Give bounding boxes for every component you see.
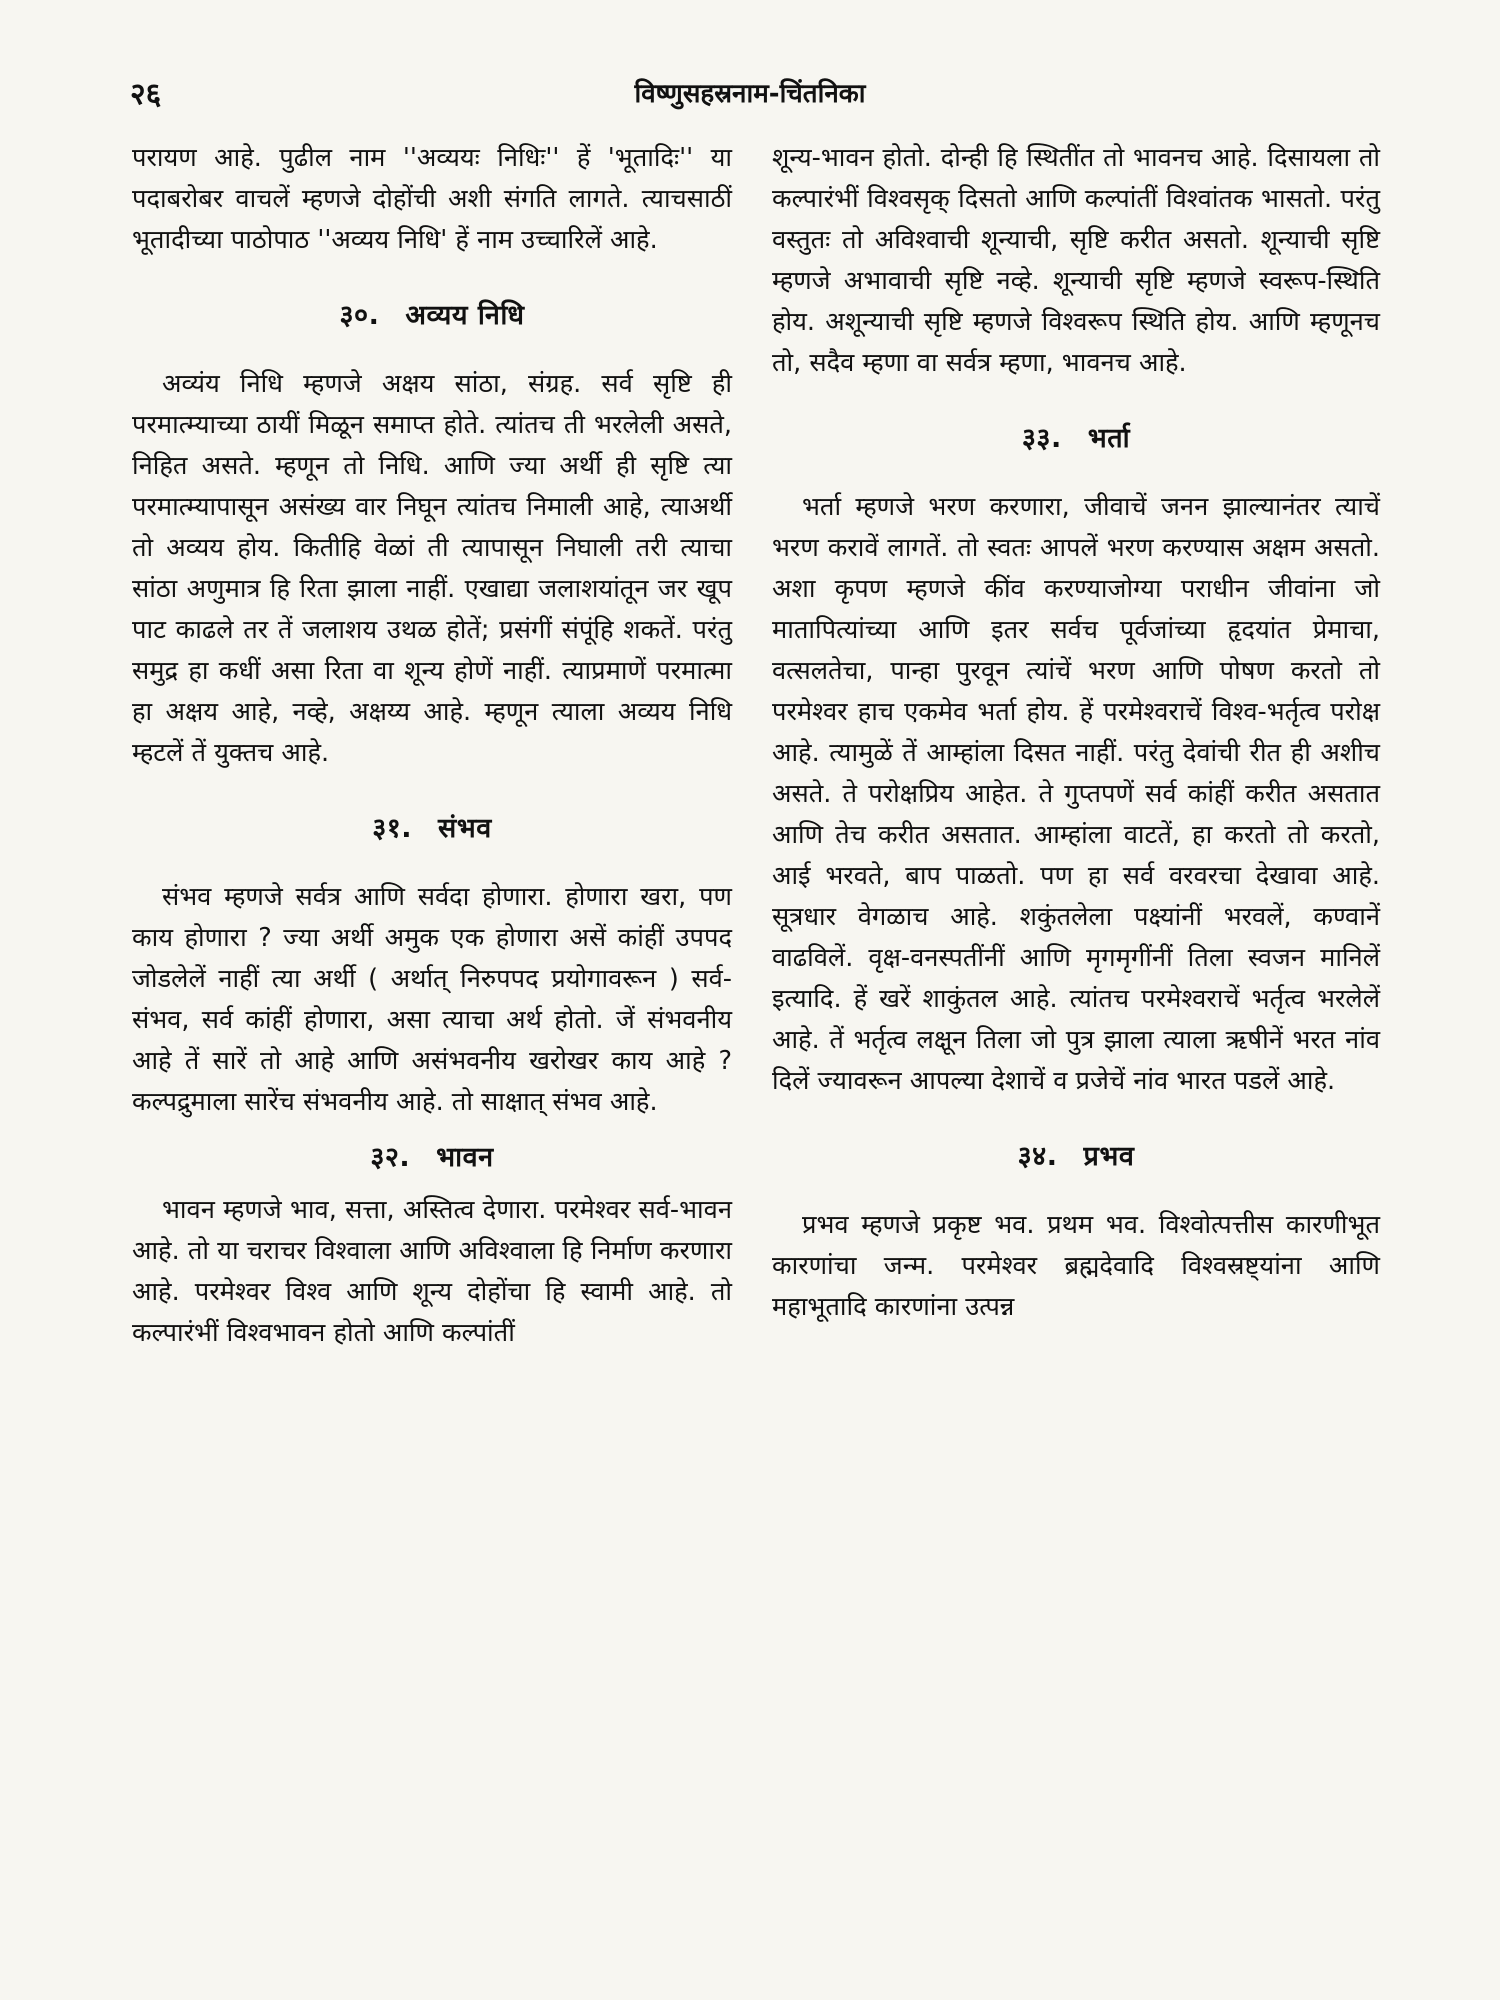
section-heading-34 [772, 1136, 1380, 1177]
section-paragraph-34: प्रभव म्हणजे प्रकृष्ट भव. प्रथम भव. विश्वोत्पत्तीस कारणीभूत कारणांचा जन्म. परमेश्वर ब्रह्मदेवादि विश्वस्रष्ट्यांना आणि महाभूतादि कारणांना उत्पन्न [772, 1210, 1380, 1322]
section-number: ३०. [339, 300, 380, 331]
intro-paragraph: परायण आहे. पुढील नाम ''अव्ययः निधिः'' हें 'भूतादिः'' या पदाबरोबर वाचलें म्हणजे दोहोंची अशी संगति लागते. त्याचसाठीं भूतादीच्या पाठोपाठ ''अव्यय निधि' हें नाम उच्चारिलें आहे. [132, 143, 732, 255]
section-number: ३३. [1021, 423, 1062, 454]
right-column [772, 138, 1380, 1328]
section-heading-32 [132, 1137, 732, 1178]
section-title: अव्यय निधि [405, 300, 525, 331]
section-number: ३१. [372, 813, 413, 844]
section-title: भावन [436, 1142, 494, 1173]
section-paragraph-32: भावन म्हणजे भाव, सत्ता, अस्तित्व देणारा. परमेश्वर सर्व-भावन आहे. तो या चराचर विश्वाला आणि अविश्वाला हि निर्माण करणारा आहे. परमेश्वर विश्व आणि शून्य दोहोंचा हि स्वामी आहे. तो कल्पारंभीं विश्वभावन होतो आणि कल्पांतीं [132, 1195, 732, 1348]
section-number: ३४. [1017, 1141, 1058, 1172]
section-paragraph-31: संभव म्हणजे सर्वत्र आणि सर्वदा होणारा. होणारा खरा, पण काय होणारा ? ज्या अर्थी अमुक एक होणारा असें कांहीं उपपद जोडलेलें नाहीं त्या अर्थी ( अर्थात् निरुपपद प्रयोगावरून ) सर्व-संभव, सर्व कांहीं होणारा, असा त्याचा अर्थ होतो. जें संभवनीय आहे तें सारें तो आहे आणि असंभवनीय खरोखर काय आहे ? कल्पद्रुमाला सारेंच संभवनीय आहे. तो साक्षात् संभव आहे. [132, 882, 732, 1117]
section-paragraph-30: अव्यंय निधि म्हणजे अक्षय सांठा, संग्रह. सर्व सृष्टि ही परमात्म्याच्या ठायीं मिळून समाप्त होते. त्यांतच ती भरलेली असते, निहित असते. म्हणून तो निधि. आणि ज्या अर्थी ही सृष्टि त्या परमात्म्यापासून असंख्य वार निघून त्यांतच निमाली आहे, त्याअर्थी तो अव्यय होय. कितीहि वेळां ती त्यापासून निघाली तरी त्याचा सांठा अणुमात्र हि रिता झाला नाहीं. एखाद्या जलाशयांतून जर खूप पाट काढले तर तें जलाशय उथळ होतें; प्रसंगीं संपूंहि शकतें. परंतु समुद्र हा कधीं असा रिता वा शून्य होणें नाहीं. त्याप्रमाणें परमात्मा हा अक्षय आहे, नव्हे, अक्षय्य आहे. म्हणून त्याला अव्यय निधि म्हटलें तें युक्तच आहे. [132, 369, 732, 768]
section-heading-30 [132, 295, 732, 336]
section-heading-31 [132, 808, 732, 849]
running-head [130, 72, 1370, 122]
continuation-paragraph: शून्य-भावन होतो. दोन्ही हि स्थितींत तो भावनच आहे. दिसायला तो कल्पारंभीं विश्वसृक् दिसतो आणि कल्पांतीं विश्वांतक भासतो. परंतु वस्तुतः तो अविश्वाची शून्याची, सृष्टि करीत असतो. शून्याची सृष्टि म्हणजे अभावाची सृष्टि नव्हे. शून्याची सृष्टि म्हणजे स्वरूप-स्थिति होय. अशून्याची सृष्टि म्हणजे विश्वरूप स्थिति होय. आणि म्हणूनच तो, सदैव म्हणा वा सर्वत्र म्हणा, भावनच आहे. [772, 143, 1380, 378]
section-title: भर्ता [1087, 423, 1131, 454]
section-number: ३२. [370, 1142, 411, 1173]
page-number: २६ [130, 77, 162, 112]
section-title: प्रभव [1083, 1141, 1135, 1172]
section-paragraph-33: भर्ता म्हणजे भरण करणारा, जीवाचें जनन झाल्यानंतर त्याचें भरण करावें लागतें. तो स्वतः आपलें भरण करण्यास अक्षम असतो. अशा कृपण म्हणजे कींव करण्याजोग्या पराधीन जीवांना जो मातापित्यांच्या आणि इतर सर्वच पूर्वजांच्या हृदयांत प्रेमाचा, वत्सलतेचा, पान्हा पुरवून त्यांचें भरण आणि पोषण करतो तो परमेश्वर हाच एकमेव भर्ता होय. हें परमेश्वराचें विश्व-भर्तृत्व परोक्ष आहे. त्यामुळें तें आम्हांला दिसत नाहीं. परंतु देवांची रीत ही अशीच असते. ते परोक्षप्रिय आहेत. ते गुप्तपणें सर्व कांहीं करीत असतात आणि तेच करीत असतात. आम्हांला वाटतें, हा करतो तो करतो, आई भरवते, बाप पाळतो. पण हा सर्व वरवरचा देखावा आहे. सूत्रधार वेगळाच आहे. शकुंतलेला पक्ष्यांनीं भरवलें, कण्वानें वाढविलें. वृक्ष-वनस्पतींनीं आणि मृगमृगींनीं तिला स्वजन मानिलें इत्यादि. हें खरें शाकुंतल आहे. त्यांतच परमेश्वराचें भर्तृत्व भरलेलें आहे. तें भर्तृत्व लक्षून तिला जो पुत्र झाला त्याला ऋषीनें भरत नांव दिलें ज्यावरून आपल्या देशाचें व प्रजेचें नांव भारत पडलें आहे. [772, 492, 1380, 1096]
section-title: संभव [438, 813, 492, 844]
section-heading-33 [772, 418, 1380, 459]
book-title: विष्णुसहस्रनाम-चिंतनिका [634, 79, 866, 109]
left-column [132, 138, 732, 1354]
